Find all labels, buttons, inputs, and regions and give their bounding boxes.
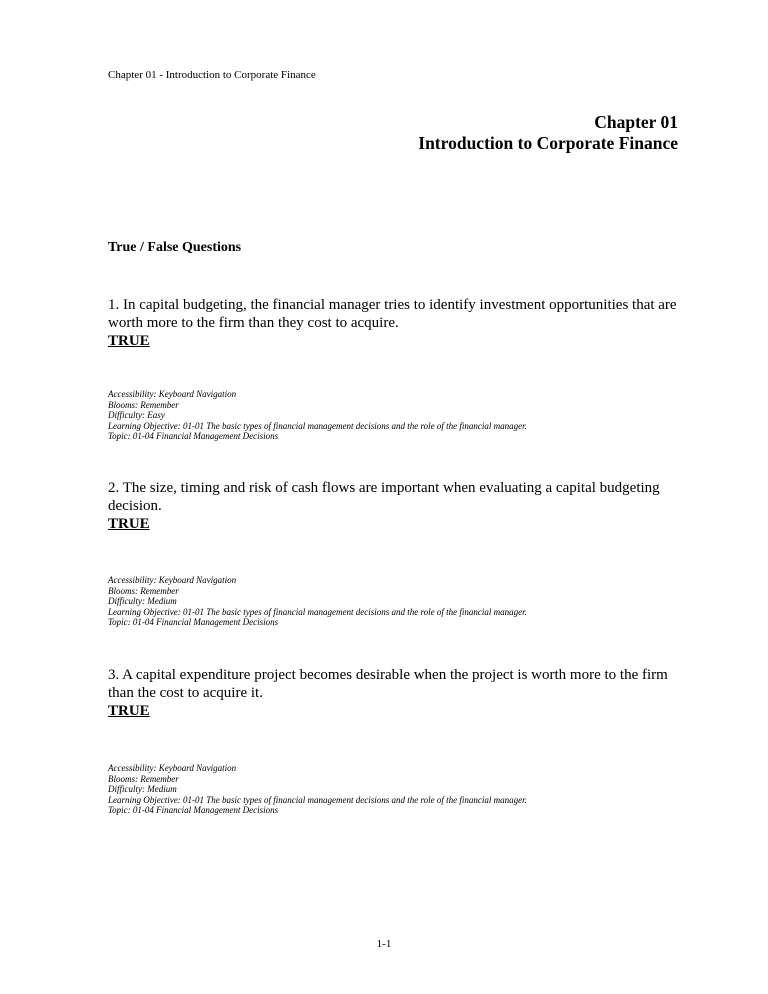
meta-accessibility: Accessibility: Keyboard Navigation bbox=[108, 389, 237, 399]
section-heading: True / False Questions bbox=[108, 240, 242, 255]
question-2 bbox=[108, 479, 688, 533]
question-text: 1. In capital budgeting, the financial manager tries to identify investment opportunities that are worth more to the firm than they cost to acquire. bbox=[108, 297, 677, 331]
meta-difficulty: Difficulty: Medium bbox=[108, 596, 177, 606]
question-1 bbox=[108, 296, 688, 350]
question-2-metadata bbox=[108, 575, 527, 628]
meta-blooms: Blooms: Remember bbox=[108, 773, 179, 784]
chapter-title-block bbox=[418, 112, 678, 154]
chapter-subtitle: Introduction to Corporate Finance bbox=[418, 133, 678, 153]
meta-topic: Topic: 01-04 Financial Management Decisions bbox=[108, 617, 279, 627]
question-text: 2. The size, timing and risk of cash flows are important when evaluating a capital budgeting decision. bbox=[108, 480, 660, 514]
question-answer: TRUE bbox=[108, 333, 150, 349]
meta-objective: Learning Objective: 01-01 The basic types of financial management decisions and the role of the financial manager. bbox=[108, 606, 527, 617]
chapter-number: Chapter 01 bbox=[594, 112, 678, 132]
meta-difficulty: Difficulty: Medium bbox=[108, 784, 177, 794]
running-header: Chapter 01 - Introduction to Corporate Finance bbox=[108, 69, 316, 81]
meta-topic: Topic: 01-04 Financial Management Decisions bbox=[108, 431, 279, 441]
meta-blooms: Blooms: Remember bbox=[108, 399, 179, 410]
meta-difficulty: Difficulty: Easy bbox=[108, 410, 165, 420]
meta-accessibility: Accessibility: Keyboard Navigation bbox=[108, 763, 237, 773]
question-3-metadata bbox=[108, 763, 527, 816]
meta-objective: Learning Objective: 01-01 The basic types of financial management decisions and the role of the financial manager. bbox=[108, 794, 527, 805]
question-3 bbox=[108, 666, 688, 720]
question-answer: TRUE bbox=[108, 516, 150, 532]
meta-topic: Topic: 01-04 Financial Management Decisions bbox=[108, 805, 279, 815]
question-answer: TRUE bbox=[108, 703, 150, 719]
meta-accessibility: Accessibility: Keyboard Navigation bbox=[108, 575, 237, 585]
question-text: 3. A capital expenditure project becomes desirable when the project is worth more to the firm than the cost to acquire it. bbox=[108, 667, 668, 701]
page-number: 1-1 bbox=[376, 938, 392, 950]
meta-objective: Learning Objective: 01-01 The basic types of financial management decisions and the role of the financial manager. bbox=[108, 420, 527, 431]
question-1-metadata bbox=[108, 389, 527, 442]
meta-blooms: Blooms: Remember bbox=[108, 585, 179, 596]
